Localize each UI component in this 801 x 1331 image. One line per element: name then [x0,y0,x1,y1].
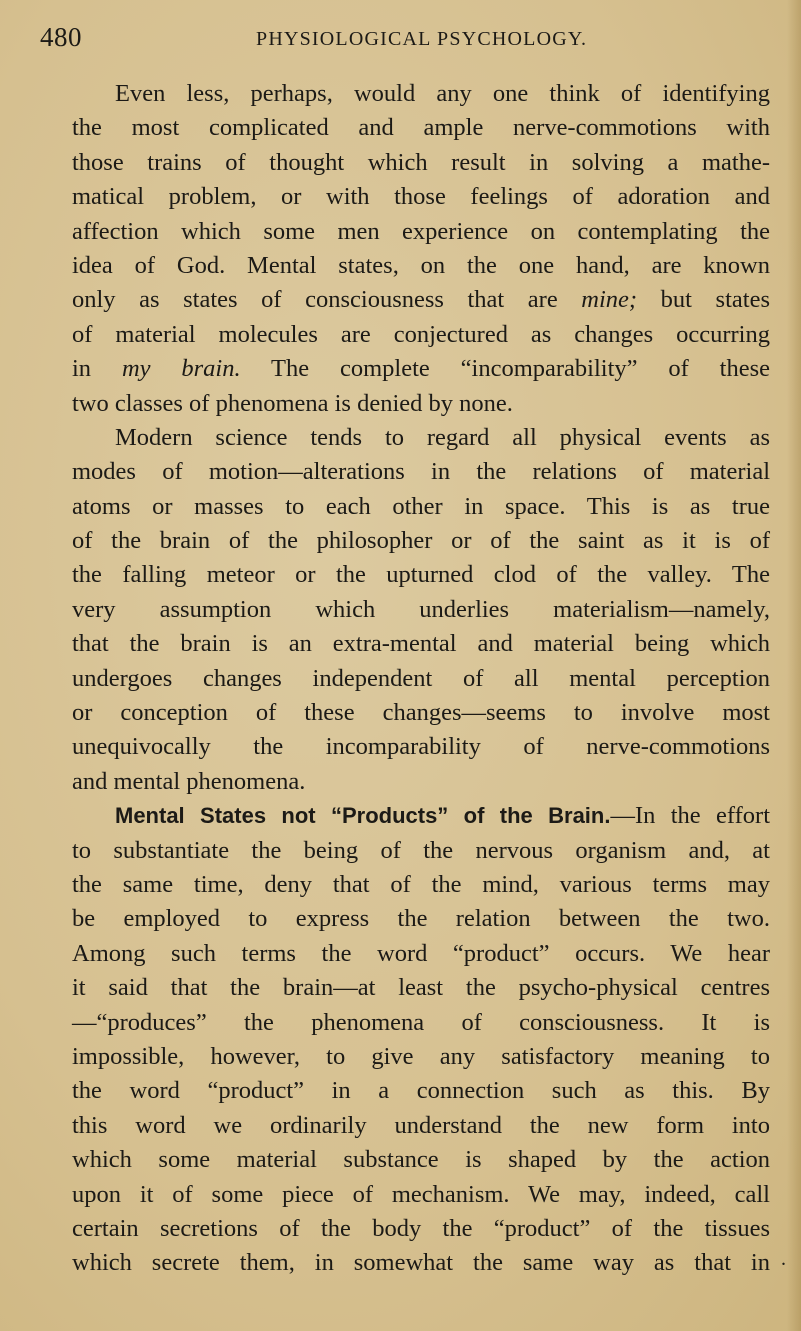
text-line [72,730,770,764]
text-span: matical problem, or with those feelings of adoration and [72,183,770,211]
text-span: undergoes changes independent of all mental perception [72,664,770,692]
text-line [72,352,770,386]
text-line [72,765,770,799]
text-span: unequivocally the incomparability of nerve-commotions [72,733,770,761]
text-line [72,1246,770,1280]
page-edge-shadow [787,0,801,1331]
page-number: 480 [40,22,82,52]
text-line [72,1006,770,1040]
text-line [72,1074,770,1108]
text-span: it said that the brain—at least the psycho-physical centres [72,974,770,1002]
text-span: this word we ordinarily understand the new form into [72,1111,770,1139]
text-line [72,627,770,661]
text-line [72,937,770,971]
text-line [72,696,770,730]
text-span: impossible, however, to give any satisfactory meaning to [72,1042,770,1070]
text-span: only as states of consciousness that are [72,286,582,314]
text-line [72,662,770,696]
text-span: the word “product” in a connection such as this. By [72,1077,770,1105]
text-line [72,283,770,317]
text-span: Modern science tends to regard all physical events as [115,423,770,451]
text-line [72,799,770,833]
text-span: affection which some men experience on contemplating the [72,217,770,245]
italic-text: my brain. [121,355,241,383]
text-span: which secrete them, in somewhat the same way as that in [72,1249,770,1277]
text-span: two classes of phenomena is denied by none. [72,389,513,417]
text-line [72,593,770,627]
text-line [72,902,770,936]
text-span: Among such terms the word “product” occurs. We hear [72,939,770,967]
text-line [72,971,770,1005]
stray-mark: . [781,1248,786,1270]
text-span: but states [637,286,770,314]
text-line [72,318,770,352]
text-span: be employed to express the relation between the two. [72,905,770,933]
text-line [72,490,770,524]
text-span: —In the effort [610,802,770,830]
text-span: that the brain is an extra-mental and material being which [72,630,770,658]
text-line [72,1109,770,1143]
text-span: certain secretions of the body the “product” of the tissues [72,1214,770,1242]
body-text [72,77,770,1281]
text-span: modes of motion—alterations in the relations of material [72,458,770,486]
section-heading: Mental States not “Products” of the Brain. [115,803,611,829]
text-line [72,834,770,868]
text-span: Even less, perhaps, would any one think of identifying [115,80,770,107]
text-line [72,146,770,180]
text-span: —“produces” the phenomena of consciousness. It is [72,1008,770,1036]
text-span: of material molecules are conjectured as changes occurring [72,320,770,348]
running-title: PHYSIOLOGICAL PSYCHOLOGY. [256,28,588,50]
text-span: the same time, deny that of the mind, various terms may [72,870,770,898]
text-span: those trains of thought which result in solving a mathe- [72,148,770,176]
text-span: of the brain of the philosopher or of the saint as it is of [72,527,770,555]
text-span: very assumption which underlies materialism—namely, [72,595,770,623]
text-span: which some material substance is shaped by the action [72,1146,770,1174]
text-span: the most complicated and ample nerve-commotions with [72,114,770,142]
text-line [72,1178,770,1212]
text-line [72,77,770,111]
text-span: the falling meteor or the upturned clod of the valley. The [72,561,770,589]
text-span: or conception of these changes—seems to involve most [72,699,770,727]
text-line [72,180,770,214]
text-span: The complete “incomparability” of these [240,355,770,383]
text-span: idea of God. Mental states, on the one hand, are known [72,251,770,279]
text-line [72,455,770,489]
text-line [72,387,770,421]
text-line [72,868,770,902]
text-line [72,1143,770,1177]
text-line [72,215,770,249]
text-line [72,1040,770,1074]
text-span: and mental phenomena. [72,767,306,795]
text-span: in [72,355,122,383]
text-line [72,249,770,283]
text-line [72,524,770,558]
italic-text: mine; [581,286,638,314]
text-line [72,421,770,455]
text-line [72,1212,770,1246]
text-span: to substantiate the being of the nervous organism and, at [72,836,770,864]
text-line [72,558,770,592]
text-span: upon it of some piece of mechanism. We may, indeed, call [72,1180,770,1208]
text-line [72,111,770,145]
text-span: atoms or masses to each other in space. This is as true [72,492,770,520]
